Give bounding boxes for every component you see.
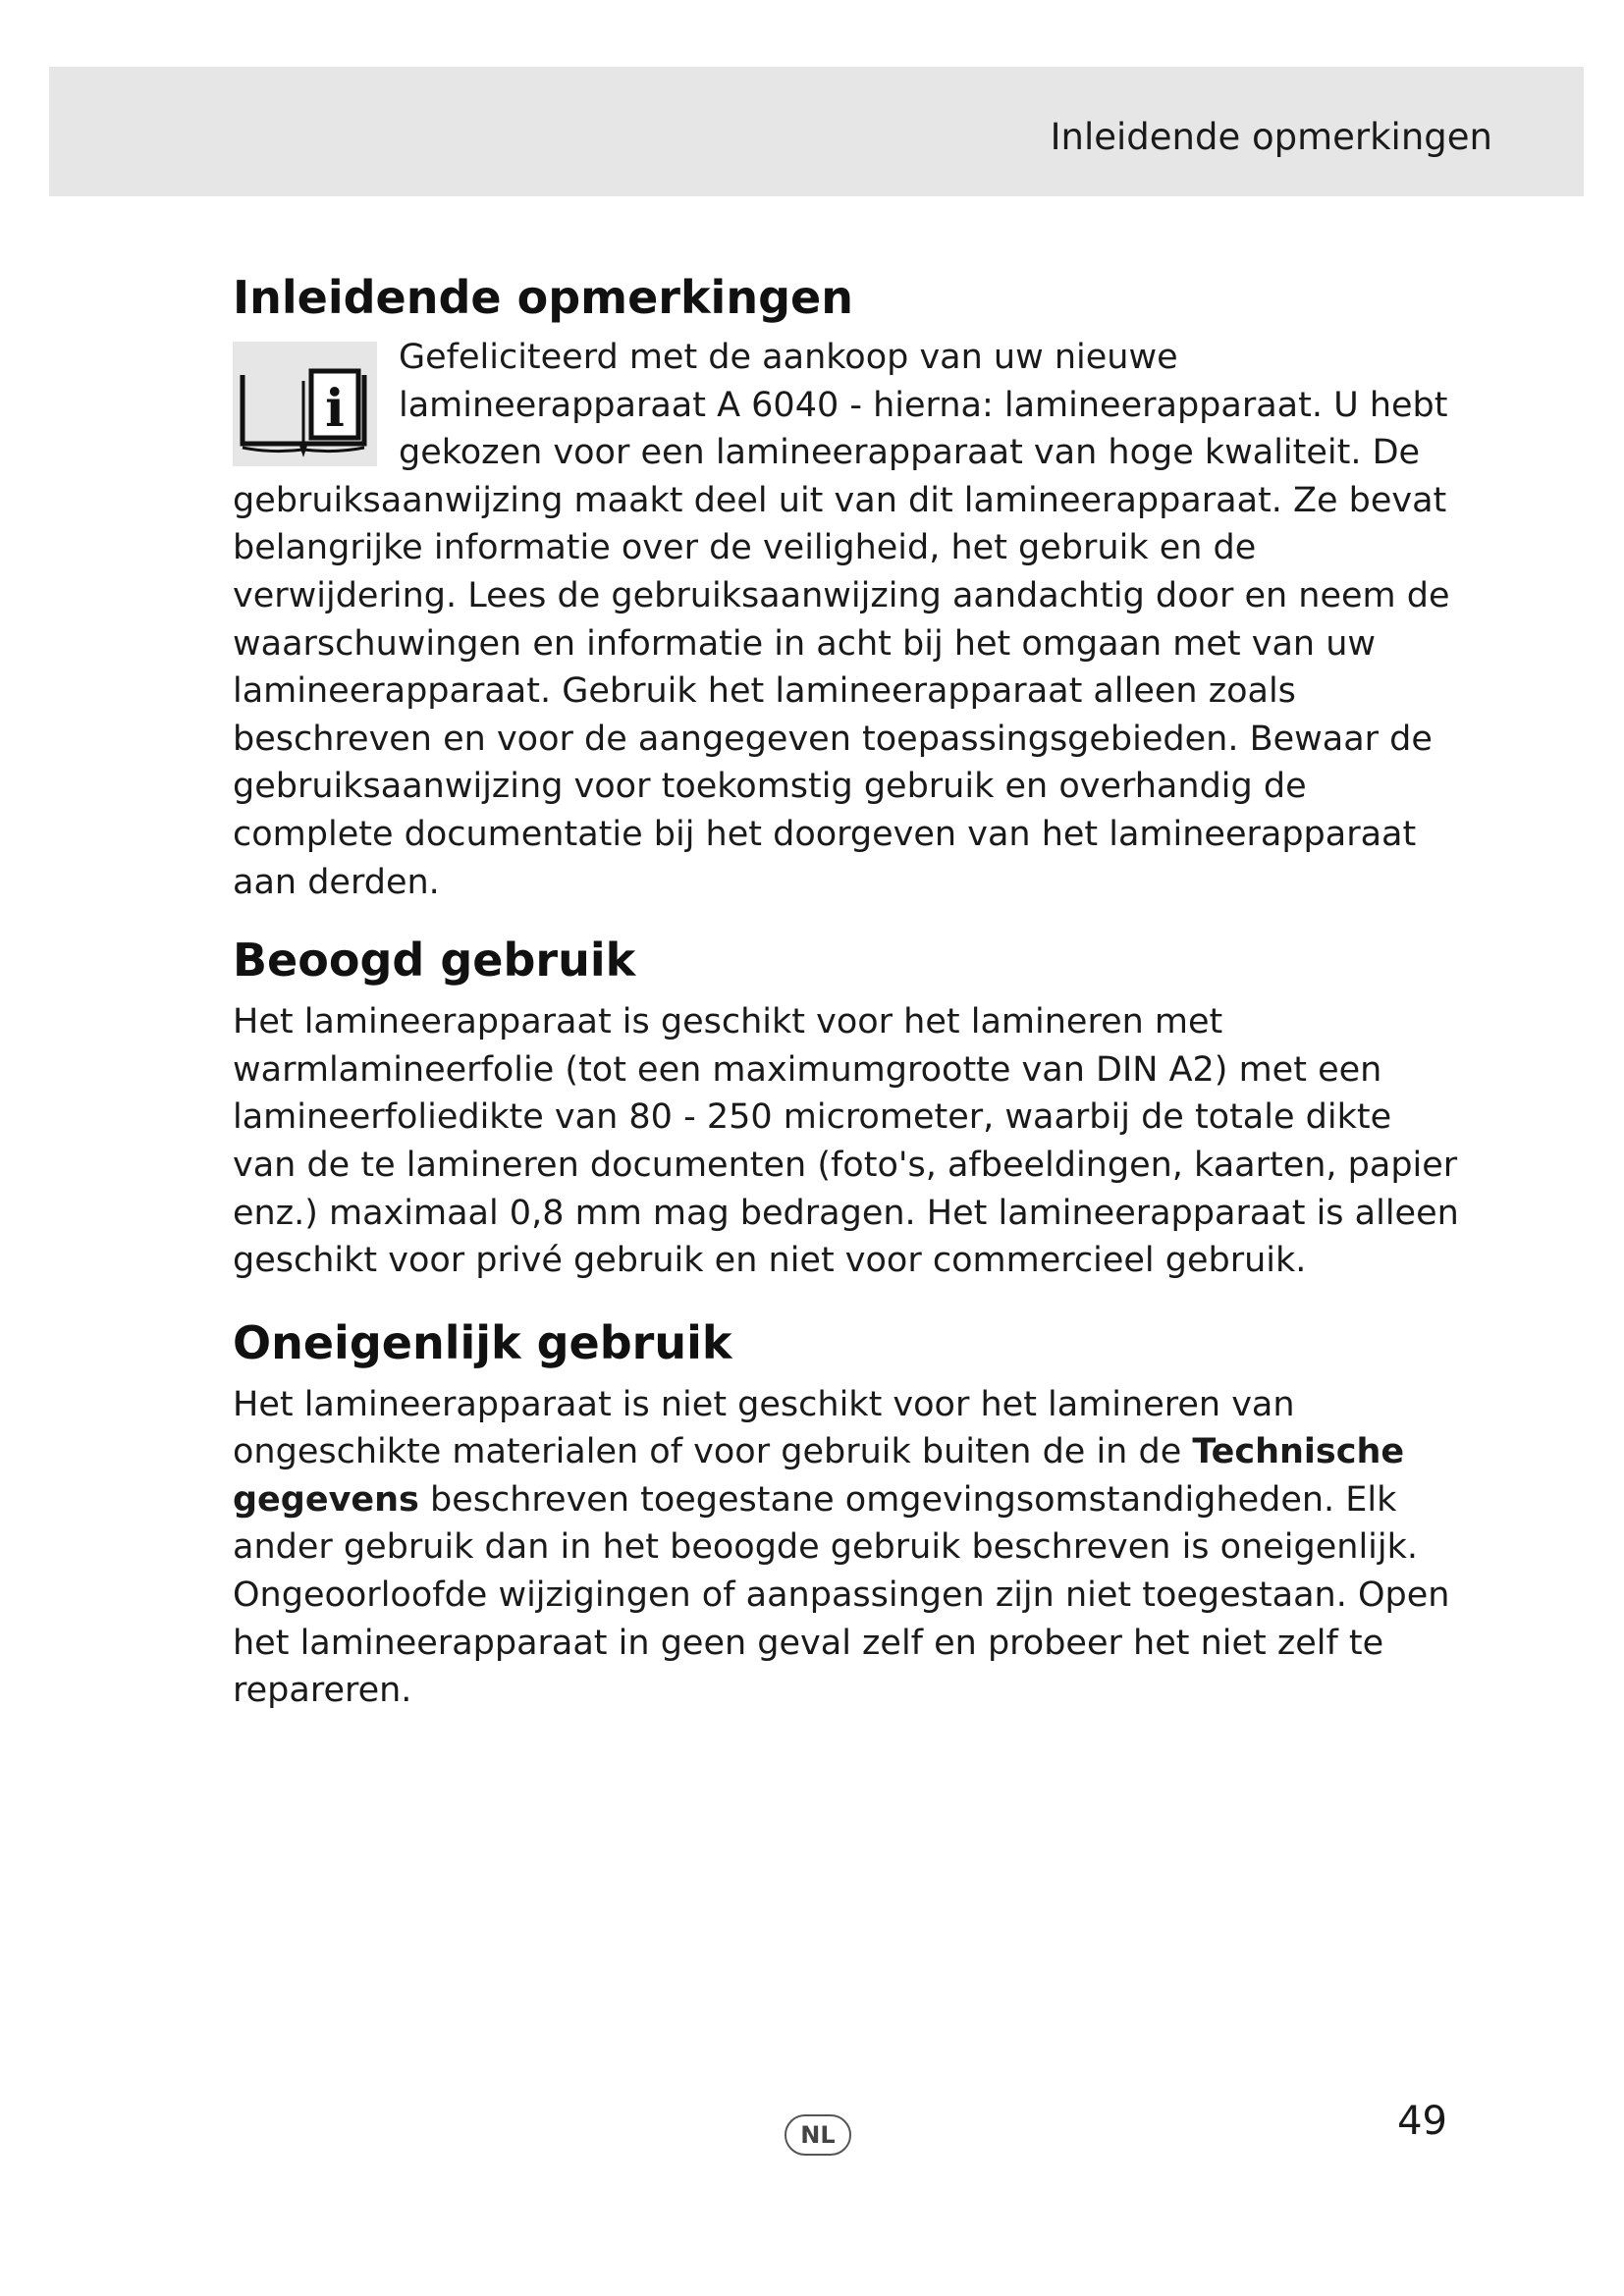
technical-data-reference: Technische gegevens (233, 1432, 1405, 1520)
intro-paragraph: Gefeliciteerd met de aankoop van uw nieuwe lamineerapparaat A 6040 - hierna: lamineerapparaat. U hebt gekozen voor een lamineerapparaat van hoge kwaliteit. De gebruiksaanwijzing maakt deel uit van dit lamineerapparaat. Ze bevat belangrijke informatie over de veiligheid, het gebruik en de verwijdering. Lees de gebruiksaanwijzing aandachtig door en neem de waarschuwingen en informatie in acht bij het omgaan met van uw lamineerapparaat. Gebruik het lamineerapparaat alleen zoals beschreven en voor de aangegeven toepassingsgebieden. Bewaar de gebruiksaanwijzing voor toekomstig gebruik en overhandig de complete documentatie bij het doorgeven van het lamineerapparaat aan derden. (233, 338, 1450, 902)
language-badge: NL (785, 2114, 851, 2156)
improper-use-text-after: beschreven toegestane omgevingsomstandigheden. Elk ander gebruik dan in het beoogde gebruik beschreven is oneigenlijk. Ongeoorloofde wijzigingen of aanpassingen zijn niet toegestaan. Open het lamineerapparaat in geen geval zelf en probeer het niet zelf te repareren. (233, 1479, 1450, 1711)
improper-use-heading: Oneigenlijk gebruik (233, 1315, 732, 1369)
running-header-title: Inleidende opmerkingen (1050, 116, 1492, 158)
improper-use-paragraph (233, 1381, 1460, 1715)
intro-heading: Inleidende opmerkingen (233, 271, 853, 324)
intended-use-heading: Beoogd gebruik (233, 934, 636, 988)
intended-use-paragraph: Het lamineerapparaat is geschikt voor het lamineren met warmlamineerfolie (tot een maximumgrootte van DIN A2) met een lamineerfoliedikte van 80 - 250 micrometer, waarbij de totale dikte van de te lamineren documenten (foto's, afbeeldingen, kaarten, papier enz.) maximaal 0,8 mm mag bedragen. Het lamineerapparaat is alleen geschikt voor privé gebruik en niet voor commercieel gebruik. (233, 1002, 1459, 1281)
intro-block (233, 334, 1460, 906)
info-book-icon (233, 342, 377, 466)
page-number: 49 (1397, 2099, 1447, 2144)
improper-use-text-before: Het lamineerapparaat is niet geschikt voor het lamineren van ongeschikte materialen of voor gebruik buiten de in de (233, 1384, 1295, 1472)
page-content (233, 263, 1460, 1715)
info-letter: i (325, 379, 345, 439)
